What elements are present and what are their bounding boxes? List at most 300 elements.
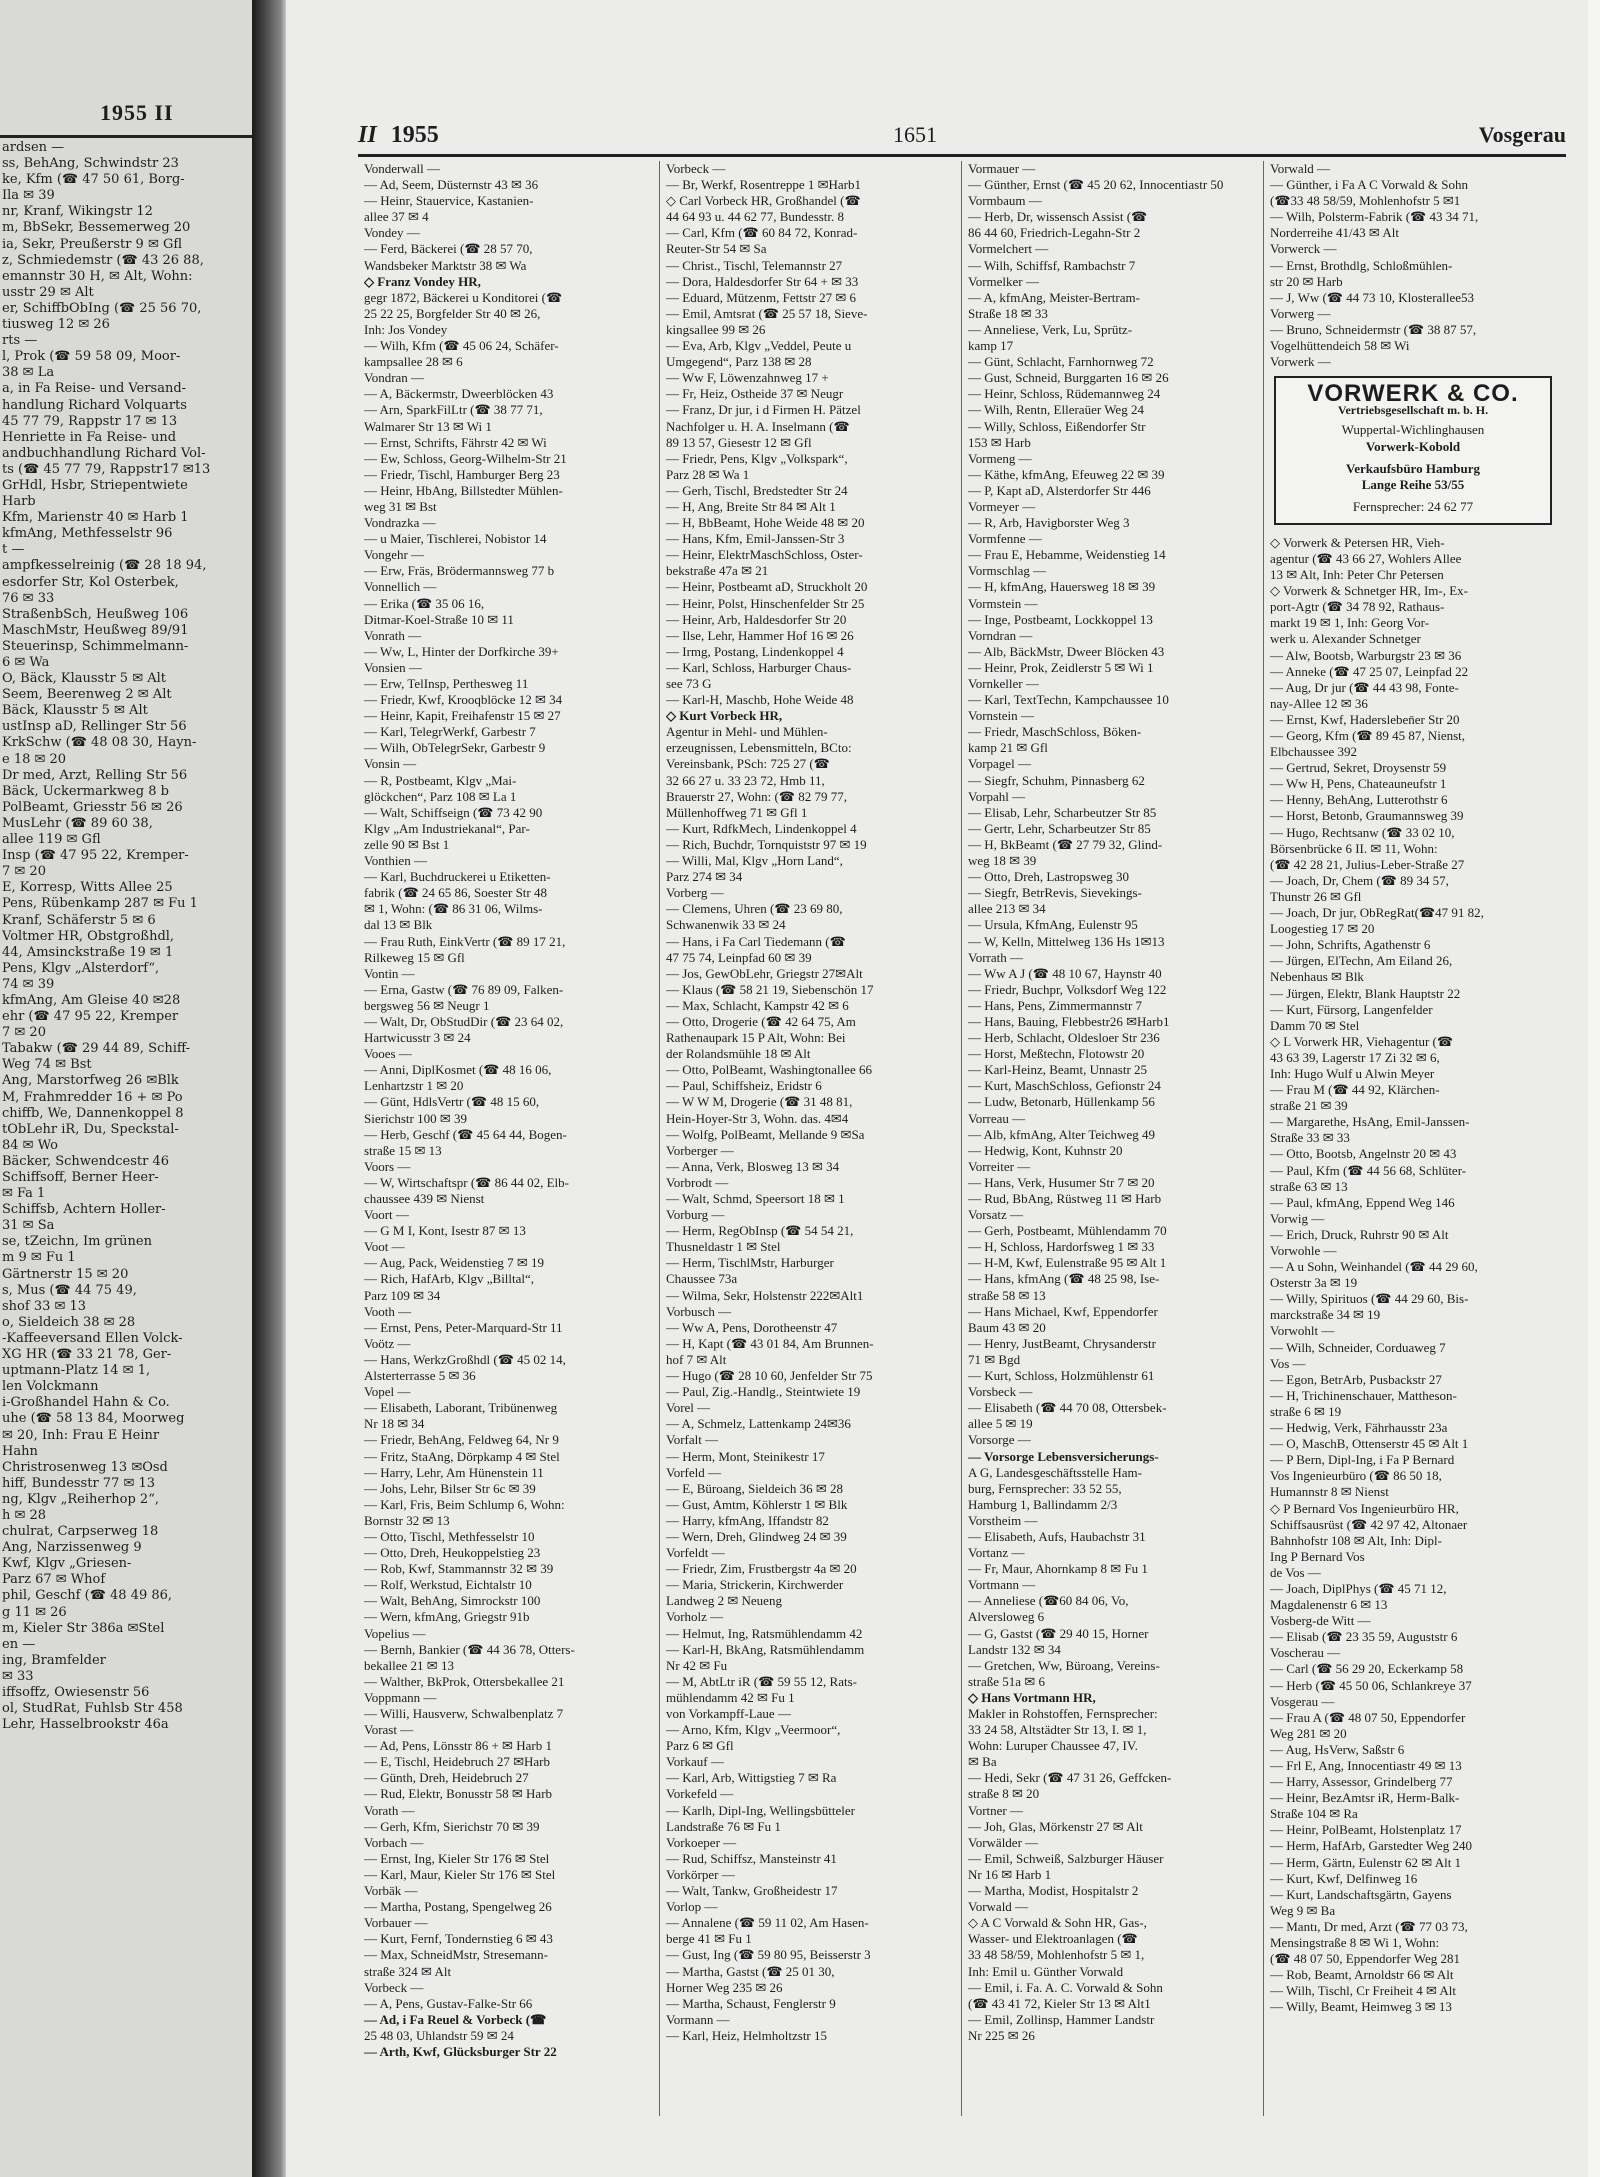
directory-entry-line: — Ursula, KfmAng, Eulenstr 95 — [968, 917, 1138, 933]
directory-entry-line: — Frau A (☎ 48 07 50, Eppendorfer — [1270, 1709, 1466, 1725]
left-page-line: ia, Sekr, Preußerstr 9 ✉ Gfl — [2, 236, 183, 252]
directory-entry-line: — A, Pens, Gustav-Falke-Str 66 — [364, 1995, 533, 2011]
left-page-line: Bäcker, Schwendcestr 46 — [2, 1153, 170, 1169]
directory-entry-line: — Horst, Betonb, Graumannsweg 39 — [1270, 808, 1464, 824]
left-page-line: StraßenbSch, Heußweg 106 — [2, 606, 189, 622]
directory-entry-line: ◇ L Vorwerk HR, Viehagentur (☎ — [1270, 1033, 1454, 1049]
directory-entry-line: Hein-Hoyer-Str 3, Wohn. das. 4✉4 — [666, 1110, 849, 1126]
directory-entry-line: Vormschlag — — [968, 563, 1047, 579]
left-page-line: m, BbSekr, Bessemerweg 20 — [2, 220, 191, 236]
column-1 — [358, 161, 660, 2116]
directory-entry-line: — Heinr, PolBeamt, Holstenplatz 17 — [1270, 1822, 1462, 1838]
directory-entry-line: Vorwig — — [1270, 1210, 1325, 1226]
directory-entry-line: — Hedi, Sekr (☎ 47 31 26, Geffcken- — [968, 1770, 1172, 1786]
left-page-line: phil, Geschf (☎ 48 49 86, — [2, 1588, 173, 1604]
left-page-line: allee 119 ✉ Gfl — [2, 832, 101, 848]
column-3 — [962, 161, 1264, 2116]
directory-entry-line: — Ilse, Lehr, Hammer Hof 16 ✉ 26 — [666, 627, 854, 643]
directory-entry-line: Vormstein — — [968, 595, 1038, 611]
left-page-line: Dr med, Arzt, Relling Str 56 — [2, 767, 188, 783]
directory-entry-line: Vorwald — — [968, 1899, 1029, 1915]
directory-entry-line: — Otto, Drogerie (☎ 42 64 75, Am — [666, 1013, 856, 1029]
directory-entry-line: fabrik (☎ 24 65 86, Soester Str 48 — [364, 885, 548, 901]
directory-entry-line: — M, AbtLtr iR (☎ 59 55 12, Rats- — [666, 1673, 857, 1689]
left-page-line: tiusweg 12 ✉ 26 — [2, 317, 110, 333]
directory-entry-line: — Erich, Druck, Ruhrstr 90 ✉ Alt — [1270, 1226, 1449, 1242]
directory-entry-line: — Karl-H, Maschb, Hohe Weide 48 — [666, 692, 854, 708]
directory-entry-line: — Willy, Spirituos (☎ 44 29 60, Bis- — [1270, 1291, 1469, 1307]
directory-page — [286, 0, 1600, 2177]
directory-entry-line: Vorwälder — — [968, 1834, 1039, 1850]
directory-entry-line: — Fritz, StaAng, Dörpkamp 4 ✉ Stel — [364, 1448, 560, 1464]
directory-entry-line: port-Agtr (☎ 34 78 92, Rathaus- — [1270, 599, 1445, 615]
left-page-line: rts — — [2, 333, 38, 349]
directory-entry-line: — Ad, i Fa Reuel & Vorbeck (☎ — [364, 2011, 547, 2027]
directory-entry-line: Nachfolger u. H. A. Inselmann (☎ — [666, 418, 850, 434]
directory-entry-line: — Karl, Maur, Kieler Str 176 ✉ Stel — [364, 1866, 556, 1882]
page-number: 1651 — [893, 122, 937, 147]
directory-entry-line: nay-Allee 12 ✉ 36 — [1270, 695, 1368, 711]
directory-entry-line: — H, BbBeamt, Hohe Weide 48 ✉ 20 — [666, 515, 865, 531]
directory-entry-line: ◇ A C Vorwald & Sohn HR, Gas-, — [968, 1915, 1147, 1931]
directory-entry-line: ◇ P Bernard Vos Ingenieurbüro HR, — [1270, 1500, 1459, 1516]
left-page-line: Voltmer HR, Obstgroßhdl, — [2, 928, 175, 944]
left-page-line: Tabakw (☎ 29 44 89, Schiff- — [2, 1041, 191, 1057]
left-page-line: z, Schmiedemstr (☎ 43 26 88, — [2, 252, 204, 268]
directory-entry-line: — Günth, Dreh, Heidebruch 27 — [364, 1770, 529, 1786]
directory-entry-line: Sierichstr 100 ✉ 39 — [364, 1110, 467, 1126]
directory-entry-line: kampsallee 28 ✉ 6 — [364, 354, 463, 370]
directory-entry-line: — Arn, SparkFilLtr (☎ 38 77 71, — [364, 402, 543, 418]
directory-entry-line: Ing P Bernard Vos — [1270, 1548, 1365, 1564]
directory-entry-line: weg 31 ✉ Bst — [364, 498, 437, 514]
directory-entry-line: Nr 42 ✉ Fu — [666, 1657, 728, 1673]
directory-entry-line: Rathenaupark 15 P Alt, Wohn: Bei — [666, 1030, 846, 1046]
directory-entry-line: Vorel — — [666, 1400, 711, 1416]
directory-entry-line: — Rich, HafArb, Klgv „Billtal“, — [364, 1271, 535, 1287]
directory-entry-line: — Max, Schlacht, Kampstr 42 ✉ 6 — [666, 997, 849, 1013]
directory-entry-line: — Herm, RegObInsp (☎ 54 54 21, — [666, 1223, 854, 1239]
left-page-line: kfmAng, Methfesselstr 96 — [2, 526, 173, 542]
directory-entry-line: Vorstheim — — [968, 1512, 1038, 1528]
left-page-line: Bäck, Klausstr 5 ✉ Alt — [2, 703, 148, 719]
directory-entry-line: Nebenhaus ✉ Blk — [1270, 969, 1364, 985]
directory-entry-line: Vonsien — — [364, 659, 422, 675]
directory-entry-line: kamp 17 — [968, 338, 1014, 354]
directory-entry-line: — Friedr, Zim, Frustbergstr 4a ✉ 20 — [666, 1561, 857, 1577]
directory-entry-line: — Rud, Elektr, Bonusstr 58 ✉ Harb — [364, 1786, 553, 1802]
directory-entry-line: — Friedr, Pens, Klgv „Volkspark“, — [666, 450, 848, 466]
directory-entry-line: allee 37 ✉ 4 — [364, 209, 429, 225]
left-page-line: Christrosenweg 13 ✉Osd — [2, 1459, 168, 1475]
directory-entry-line: — Günt, Schlacht, Farnhornweg 72 — [968, 354, 1154, 370]
directory-entry-line: Vorwerck — — [1270, 241, 1337, 257]
left-page-line: Ila ✉ 39 — [2, 188, 55, 204]
directory-entry-line: ◇ Franz Vondey HR, — [364, 273, 481, 289]
left-page-line: uhe (☎ 58 13 84, Moorweg — [2, 1411, 185, 1427]
left-page-line: Gärtnerstr 15 ✉ 20 — [2, 1266, 129, 1282]
page-edge — [1588, 0, 1600, 2177]
column-4-bottom — [1270, 535, 1560, 2016]
directory-entry-line: — Arth, Kwf, Glücksburger Str 22 — [364, 2043, 557, 2059]
left-page-line: m 9 ✉ Fu 1 — [2, 1250, 76, 1266]
directory-entry-line: Vornstein — — [968, 708, 1034, 724]
directory-entry-line: Parz 6 ✉ Gfl — [666, 1738, 734, 1754]
directory-entry-line: kamp 21 ✉ Gfl — [968, 740, 1048, 756]
directory-entry-line: — Otto, Dreh, Heukoppelstieg 23 — [364, 1545, 541, 1561]
directory-entry-line: — Heinr, Postbeamt aD, Struckholt 20 — [666, 579, 868, 595]
directory-entry-line: Nr 16 ✉ Harb 1 — [968, 1866, 1052, 1882]
left-page-line: O, Bäck, Klausstr 5 ✉ Alt — [2, 671, 166, 687]
directory-entry-line: Vontin — — [364, 965, 415, 981]
left-page-line: ts (☎ 45 77 79, Rappstr17 ✉13 — [2, 461, 211, 477]
directory-entry-line: Vorsorge — — [968, 1432, 1031, 1448]
left-page-line: chiffb, We, Dannenkoppel 8 — [2, 1105, 184, 1121]
left-page-text — [2, 140, 252, 1733]
directory-entry-line: — Karl, TextTechn, Kampchaussee 10 — [968, 692, 1169, 708]
header-rule — [358, 154, 1566, 157]
column-4 — [1264, 161, 1566, 2116]
directory-entry-line: — Alb, kfmAng, Alter Teichweg 49 — [968, 1126, 1155, 1142]
directory-entry-line: allee 5 ✉ 19 — [968, 1416, 1033, 1432]
left-page-line: Schiffsb, Achtern Holler- — [2, 1202, 166, 1218]
directory-entry-line: — E, Büroang, Sieldeich 36 ✉ 28 — [666, 1480, 843, 1496]
directory-entry-line: burg, Fernsprecher: 33 52 55, — [968, 1480, 1122, 1496]
directory-entry-line: Klgv „Am Industriekanal“, Par- — [364, 820, 530, 836]
left-page-line: Bäck, Uckermarkweg 8 b — [2, 783, 169, 799]
left-page-line: andbuchhandlung Richard Vol- — [2, 445, 206, 461]
directory-entry-line: — Maria, Strickerin, Kirchwerder — [666, 1577, 844, 1593]
directory-entry-line: — Otto, Dreh, Lastropsweg 30 — [968, 869, 1130, 885]
directory-entry-line: Walmarer Str 13 ✉ Wi 1 — [364, 418, 492, 434]
directory-entry-line: — Friedr, Kwf, Krooqblöcke 12 ✉ 34 — [364, 692, 563, 708]
left-page-line: len Volckmann — [2, 1379, 99, 1395]
left-page-line: ol, StudRat, Fuhlsb Str 458 — [2, 1701, 183, 1717]
directory-entry-line: Chaussee 73a — [666, 1271, 738, 1287]
left-page-line: usstr 29 ✉ Alt — [2, 284, 94, 300]
directory-entry-line: Voscherau — — [1270, 1645, 1341, 1661]
directory-entry-line: — Egon, BetrArb, Pusbackstr 27 — [1270, 1371, 1442, 1387]
directory-entry-line: — Frl E, Ang, Innocentiastr 49 ✉ 13 — [1270, 1758, 1462, 1773]
directory-entry-line: Börsenbrücke 6 II. ✉ 11, Wohn: — [1270, 840, 1438, 856]
directory-entry-line: — Martha, Gastst (☎ 25 01 30, — [666, 1963, 835, 1979]
directory-entry-line: A G, Landesgeschäftsstelle Ham- — [968, 1464, 1143, 1480]
directory-entry-line: Vorfeldt — — [666, 1545, 725, 1561]
directory-entry-line: 25 22 25, Borgfelder Str 40 ✉ 26, — [364, 305, 541, 321]
directory-entry-line: Vormelker — — [968, 273, 1039, 289]
directory-entry-line: Wohn: Luruper Chaussee 47, IV. — [968, 1738, 1138, 1754]
directory-entry-line: — Anneliese, Verk, Lu, Sprütz- — [968, 321, 1133, 337]
directory-entry-line: — Walt, Schiffseign (☎ 73 42 90 — [364, 804, 543, 820]
directory-entry-line: Vosgerau — — [1270, 1693, 1335, 1709]
directory-entry-line: zelle 90 ✉ Bst 1 — [364, 836, 450, 852]
directory-entry-line: — Kurt, Kwf, Delfinweg 16 — [1270, 1870, 1418, 1886]
left-page-line: 38 ✉ La — [2, 365, 55, 381]
directory-entry-line: — Fr, Maur, Ahornkamp 8 ✉ Fu 1 — [968, 1561, 1148, 1577]
directory-entry-line: Vorast — — [364, 1722, 414, 1738]
directory-entry-line: — Friedr, Tischl, Hamburger Berg 23 — [364, 466, 560, 482]
directory-entry-line: — Rob, Kwf, Stammannstr 32 ✉ 39 — [364, 1561, 554, 1577]
directory-entry-line: — Henry, JustBeamt, Chrysanderstr — [968, 1335, 1156, 1351]
left-page-line: Insp (☎ 47 95 22, Kremper- — [2, 848, 189, 864]
directory-entry-line: — Ww A J (☎ 48 10 67, Haynstr 40 — [968, 965, 1162, 981]
directory-entry-line: — R, Arb, Havigborster Weg 3 — [968, 515, 1130, 531]
left-page-line: ✉ 20, Inh: Frau E Heinr — [2, 1427, 160, 1443]
directory-entry-line: straße 324 ✉ Alt — [364, 1963, 452, 1979]
left-page-header: 1955 II — [100, 100, 174, 125]
year: 1955 — [390, 122, 439, 148]
directory-entry-line: — Br, Werkf, Rosentreppe 1 ✉Harb1 — [666, 177, 862, 193]
directory-entry-line: Loogestieg 17 ✉ 20 — [1270, 921, 1375, 937]
ad-city: Wuppertal-Wichlinghausen — [1341, 422, 1485, 438]
directory-entry-line: — Clemens, Uhren (☎ 23 69 80, — [666, 901, 843, 917]
directory-entry-line: — John, Schrifts, Agathenstr 6 — [1270, 937, 1431, 953]
directory-entry-line: — W, Kelln, Mittelweg 136 Hs 1✉13 — [968, 933, 1165, 949]
directory-entry-line: ◇ Carl Vorbeck HR, Großhandel (☎ — [666, 193, 861, 209]
directory-entry-line: 153 ✉ Harb — [968, 434, 1031, 450]
directory-entry-line: — Karl, Heiz, Helmholtzstr 15 — [666, 2027, 828, 2043]
left-page-line: -Kaffeeversand Ellen Volck- — [2, 1330, 183, 1346]
directory-entry-line: — Ww, L, Hinter der Dorfkirche 39+ — [364, 643, 559, 659]
page-header — [286, 118, 1566, 154]
directory-entry-line: — Heinr, Schloss, Rüdemannweg 24 — [968, 386, 1161, 402]
directory-entry-line: Vorreau — — [968, 1110, 1026, 1126]
left-page-line: 7 ✉ 20 — [2, 864, 46, 880]
directory-entry-line: Wandsbeker Marktstr 38 ✉ Wa — [364, 257, 527, 273]
directory-entry-line: — Alw, Bootsb, Warburgstr 23 ✉ 36 — [1270, 647, 1462, 663]
directory-entry-line: — Otto, Bootsb, Angelnstr 20 ✉ 43 — [1270, 1146, 1457, 1162]
directory-entry-line: Vorbusch — — [666, 1303, 732, 1319]
left-page-line: hiff, Bundesstr 77 ✉ 13 — [2, 1475, 156, 1491]
left-page-line: M, Frahmredder 16 + ✉ Po — [2, 1089, 183, 1105]
directory-entry-line: Voors — — [364, 1158, 411, 1174]
directory-entry-line: — Kurt, Schloss, Holzmühlenstr 61 — [968, 1368, 1155, 1384]
left-page-line: Kfm, Marienstr 40 ✉ Harb 1 — [2, 510, 189, 526]
directory-entry-line: Vorlop — — [666, 1899, 718, 1915]
directory-entry-line: — Gerh, Kfm, Sierichstr 70 ✉ 39 — [364, 1818, 540, 1834]
directory-entry-line: Vorholz — — [666, 1609, 724, 1625]
directory-entry-line: Landstr 132 ✉ 34 — [968, 1641, 1061, 1657]
facing-page-left — [0, 0, 252, 2177]
directory-entry-line: Landweg 2 ✉ Neueng — [666, 1593, 782, 1609]
directory-entry-line: — Franz, Dr jur, i d Firmen H. Pätzel — [666, 402, 861, 418]
directory-entry-line: Vorwerg — — [1270, 305, 1331, 321]
left-page-line: Ang, Marstorfweg 26 ✉Blk — [2, 1073, 179, 1089]
left-page-line: Steuerinsp, Schimmelmann- — [2, 638, 189, 654]
directory-entry-line: 33 48 58/59, Mohlenhofstr 5 ✉ 1, — [968, 1947, 1145, 1963]
directory-entry-line: — Herb, Geschf (☎ 45 64 44, Bogen- — [364, 1126, 567, 1142]
directory-entry-line: — Johs, Lehr, Bilser Str 6c ✉ 39 — [364, 1480, 536, 1496]
directory-entry-line: allee 213 ✉ 34 — [968, 901, 1046, 917]
directory-entry-line: Schiffsausrüst (☎ 42 97 42, Altonaer — [1270, 1516, 1468, 1532]
directory-entry-line: — Heinr, BezAmtsr iR, Herm-Balk- — [1270, 1790, 1460, 1806]
directory-entry-line: — Emil, Amtsrat (☎ 25 57 18, Sieve- — [666, 305, 868, 321]
left-page-line: se, tZeichn, Im grünen — [2, 1234, 152, 1250]
directory-entry-line: Vorbeck — — [666, 161, 726, 176]
directory-entry-line: Weg 9 ✉ Ba — [1270, 1902, 1336, 1918]
directory-entry-line: markt 19 ✉ 1, Inh: Georg Vor- — [1270, 615, 1430, 631]
directory-entry-line: Inh: Jos Vondey — [364, 321, 448, 337]
column-2 — [660, 161, 962, 2116]
directory-entry-line: Vonderwall — — [364, 161, 440, 176]
ad-product: Vorwerk-Kobold — [1365, 438, 1461, 454]
directory-entry-line: Vorbauer — — [364, 1915, 428, 1931]
directory-entry-line: — Heinr, HbAng, Billstedter Mühlen- — [364, 482, 563, 498]
directory-entry-line: — Anni, DiplKosmet (☎ 48 16 06, — [364, 1062, 552, 1078]
directory-entry-line: — Ernst, Brothdlg, Schloßmühlen- — [1270, 257, 1453, 273]
directory-entry-line: Vormauer — — [968, 161, 1036, 176]
directory-entry-line: Bahnhofstr 108 ✉ Alt, Inh: Dipl- — [1270, 1532, 1442, 1548]
directory-entry-line: — Erna, Gastw (☎ 76 89 09, Falken- — [364, 981, 564, 997]
directory-entry-line: — Henny, BehAng, Lutterothstr 6 — [1270, 792, 1448, 808]
directory-entry-line: straße 15 ✉ 13 — [364, 1142, 442, 1158]
directory-entry-line: 47 75 74, Leinpfad 60 ✉ 39 — [666, 949, 812, 965]
directory-entry-line: Inh: Emil u. Günther Vorwald — [968, 1963, 1124, 1979]
directory-entry-line: — W W M, Drogerie (☎ 31 48 81, — [666, 1094, 853, 1110]
directory-entry-line: — Ad, Seem, Düsternstr 43 ✉ 36 — [364, 177, 539, 193]
directory-entry-line: — Ww F, Löwenzahnweg 17 + — [666, 370, 829, 386]
directory-entry-line: Vorburg — — [666, 1207, 725, 1223]
directory-entry-line: — Ernst, Ing, Kieler Str 176 ✉ Stel — [364, 1850, 550, 1866]
directory-entry-line: Osterstr 3a ✉ 19 — [1270, 1275, 1358, 1291]
left-page-line: 31 ✉ Sa — [2, 1218, 55, 1234]
directory-entry-line: 13 ✉ Alt, Inh: Peter Chr Petersen — [1270, 567, 1444, 583]
directory-entry-line: 89 13 57, Giesestr 12 ✉ Gfl — [666, 434, 812, 450]
directory-entry-line: — Gust, Ing (☎ 59 80 95, Beisserstr 3 — [666, 1947, 871, 1963]
directory-entry-line: — H, Trichinenschauer, Mattheson- — [1270, 1387, 1457, 1403]
directory-entry-line: Vorberger — — [666, 1142, 734, 1158]
directory-entry-line: — Rud, Schiffsz, Mansteinstr 41 — [666, 1850, 837, 1866]
directory-entry-line: Landstraße 76 ✉ Fu 1 — [666, 1818, 781, 1834]
directory-entry-line: straße 6 ✉ 19 — [1270, 1403, 1342, 1419]
directory-entry-line: 43 63 39, Lagerstr 17 Zi 32 ✉ 6, — [1270, 1049, 1440, 1065]
left-page-line: 44, Amsinckstraße 19 ✉ 1 — [2, 944, 174, 960]
directory-entry-line: Inh: Hugo Wulf u Alwin Meyer — [1270, 1065, 1435, 1081]
directory-entry-line: Humannstr 8 ✉ Nienst — [1270, 1484, 1389, 1500]
directory-entry-line: — Dora, Haldesdorfer Str 64 + ✉ 33 — [666, 273, 859, 289]
left-page-line: Lehr, Hasselbrookstr 46a — [2, 1717, 169, 1733]
directory-entry-line: — Wolfg, PolBeamt, Mellande 9 ✉Sa — [666, 1126, 865, 1142]
directory-entry-line: bekallee 21 ✉ 13 — [364, 1657, 454, 1673]
directory-entry-line: — Herm, HafArb, Garstedter Weg 240 — [1270, 1838, 1472, 1854]
left-page-line: GrHdl, Hsbr, Striepentwiete — [2, 477, 188, 493]
directory-entry-line: Vondey — — [364, 225, 420, 241]
directory-entry-line: Vonrath — — [364, 627, 422, 643]
directory-entry-line: Elbchaussee 392 — [1270, 744, 1358, 760]
directory-entry-line: — Joach, Dr, Chem (☎ 89 34 57, — [1270, 872, 1449, 888]
directory-entry-line: — Hans Michael, Kwf, Eppendorfer — [968, 1303, 1158, 1319]
directory-entry-line: Vopel — — [364, 1384, 411, 1400]
directory-entry-line: — G, Gastst (☎ 29 40 15, Horner — [968, 1625, 1149, 1641]
directory-entry-line: — Ww H, Pens, Chateauneufstr 1 — [1270, 776, 1447, 792]
directory-entry-line: Vornkeller — — [968, 676, 1039, 691]
left-page-line: nr, Kranf, Wikingstr 12 — [2, 204, 153, 220]
directory-entry-line: — Gertr, Lehr, Scharbeutzer Str 85 — [968, 820, 1151, 836]
directory-entry-line: Vorberg — — [666, 885, 724, 901]
directory-entry-line: Brauerstr 27, Wohn: (☎ 82 79 77, — [666, 788, 847, 804]
directory-entry-line: Voort — — [364, 1207, 409, 1223]
directory-entry-line: — Willi, Hausverw, Schwalbenplatz 7 — [364, 1706, 564, 1721]
left-page-line: er, SchiffbObIng (☎ 25 56 70, — [2, 300, 202, 316]
directory-entry-line: — Kurt, RdfkMech, Lindenkoppel 4 — [666, 820, 857, 836]
directory-entry-line: — Joach, Dr jur, ObRegRat(☎47 91 82, — [1270, 905, 1484, 921]
directory-entry-line: — A u Sohn, Weinhandel (☎ 44 29 60, — [1270, 1259, 1478, 1275]
directory-entry-line: — Heinr, Prok, Zeidlerstr 5 ✉ Wi 1 — [968, 659, 1154, 675]
directory-entry-line: — Hedwig, Kont, Kuhnstr 20 — [968, 1142, 1123, 1158]
directory-entry-line: 44 64 93 u. 44 62 77, Bundesstr. 8 — [666, 209, 845, 225]
directory-entry-line: Hamburg 1, Ballindamm 2/3 — [968, 1496, 1118, 1512]
directory-entry-line: — Wilh, Kfm (☎ 45 06 24, Schäfer- — [364, 338, 559, 354]
directory-entry-line: Vopelius — — [364, 1625, 426, 1641]
directory-entry-line: 33 24 58, Altstädter Str 13, I. ✉ 1, — [968, 1722, 1147, 1738]
left-page-line: MusLehr (☎ 89 60 38, — [2, 815, 153, 831]
directory-entry-line: — Heinr, Stauervice, Kastanien- — [364, 193, 534, 209]
directory-entry-line: — Heinr, Arb, Haldesdorfer Str 20 — [666, 611, 847, 627]
directory-entry-line: — A, kfmAng, Meister-Bertram- — [968, 289, 1140, 305]
directory-entry-line: — R, Postbeamt, Klgv „Mai- — [364, 772, 517, 788]
directory-entry-line: Vonthien — — [364, 853, 427, 869]
directory-entry-line: Vosberg-de Witt — — [1270, 1613, 1371, 1629]
directory-entry-line: Vorwald — — [1270, 161, 1331, 176]
directory-entry-line: agentur (☎ 43 66 27, Wohlers Allee — [1270, 550, 1462, 566]
directory-entry-line: Schwanenwik 33 ✉ 24 — [666, 917, 786, 933]
directory-entry-line: ✉ 1, Wohn: (☎ 86 31 06, Wilms- — [364, 901, 543, 917]
directory-entry-line: — Elisab, Lehr, Scharbeutzer Str 85 — [968, 804, 1157, 820]
directory-entry-line: — Wern, Dreh, Glindweg 24 ✉ 39 — [666, 1528, 847, 1544]
directory-entry-line: — Anna, Verk, Blosweg 13 ✉ 34 — [666, 1158, 840, 1174]
left-page-line: tObLehr iR, Du, Speckstal- — [2, 1121, 179, 1137]
left-page-line: ampfkesselreinig (☎ 28 18 94, — [2, 558, 207, 574]
ad-office: Verkaufsbüro Hamburg — [1346, 460, 1480, 476]
directory-entry-line: Voötz — — [364, 1335, 411, 1351]
directory-entry-line: — Herm, Gärtn, Eulenstr 62 ✉ Alt 1 — [1270, 1854, 1462, 1870]
directory-entry-line: — Herm, TischlMstr, Harburger — [666, 1255, 834, 1271]
directory-entry-line: 86 44 60, Friedrich-Legahn-Str 2 — [968, 225, 1141, 241]
directory-entry-line: Vorsbeck — — [968, 1384, 1033, 1400]
left-page-line: ✉ 33 — [2, 1668, 34, 1684]
directory-entry-line: — Willi, Mal, Klgv „Horn Land“, — [666, 853, 843, 869]
left-page-line: l, Prok (☎ 59 58 09, Moor- — [2, 349, 181, 365]
directory-entry-line: — Walt, Dr, ObStudDir (☎ 23 64 02, — [364, 1013, 564, 1029]
directory-entry-line: de Vos — — [1270, 1564, 1321, 1580]
directory-entry-line: Vorkauf — — [666, 1754, 724, 1770]
directory-entry-line: — Herb (☎ 45 50 06, Schlankreye 37 — [1270, 1677, 1472, 1693]
directory-entry-line: Vos Ingenieurbüro (☎ 86 50 18, — [1270, 1468, 1442, 1484]
directory-entry-line: — Hugo (☎ 28 10 60, Jenfelder Str 75 — [666, 1368, 873, 1384]
left-page-line: i-Großhandel Hahn & Co. — [2, 1395, 170, 1411]
directory-entry-line: (☎ 42 28 21, Julius-Leber-Straße 27 — [1270, 856, 1465, 872]
left-page-line: 84 ✉ Wo — [2, 1137, 59, 1153]
directory-entry-line: — Martha, Schaust, Fenglerstr 9 — [666, 1995, 836, 2011]
directory-entry-line: Vormann — — [666, 2011, 730, 2027]
directory-entry-line: dal 13 ✉ Blk — [364, 917, 433, 933]
directory-entry-line: — Horst, Meßtechn, Flotowstr 20 — [968, 1046, 1145, 1062]
directory-entry-line: — Wilma, Sekr, Holstenstr 222✉Alt1 — [666, 1287, 864, 1303]
directory-entry-line: Nr 225 ✉ 26 — [968, 2027, 1035, 2043]
directory-entry-line: — Ernst, Kwf, Hadersleben̄er Str 20 — [1270, 711, 1460, 727]
left-page-line: a, in Fa Reise- und Versand- — [2, 381, 187, 397]
left-page-header-rule — [0, 135, 252, 138]
directory-entry-line: — Vorsorge Lebensversicherungs- — [968, 1448, 1159, 1464]
directory-entry-line: — Helmut, Ing, Ratsmühlendamm 42 — [666, 1625, 863, 1641]
directory-entry-line: — Hans, Pens, Zimmermannstr 7 — [968, 997, 1143, 1013]
left-page-line: MaschMstr, Heußweg 89/91 — [2, 622, 189, 638]
left-page-line: 76 ✉ 33 — [2, 590, 55, 606]
directory-entry-line: Rilkeweg 15 ✉ Gfl — [364, 949, 465, 965]
directory-entry-line: — Elisabeth, Aufs, Haubachstr 31 — [968, 1528, 1146, 1544]
left-page-line: ardsen — — [2, 140, 65, 155]
directory-entry-line: bekstraße 47a ✉ 21 — [666, 563, 769, 579]
